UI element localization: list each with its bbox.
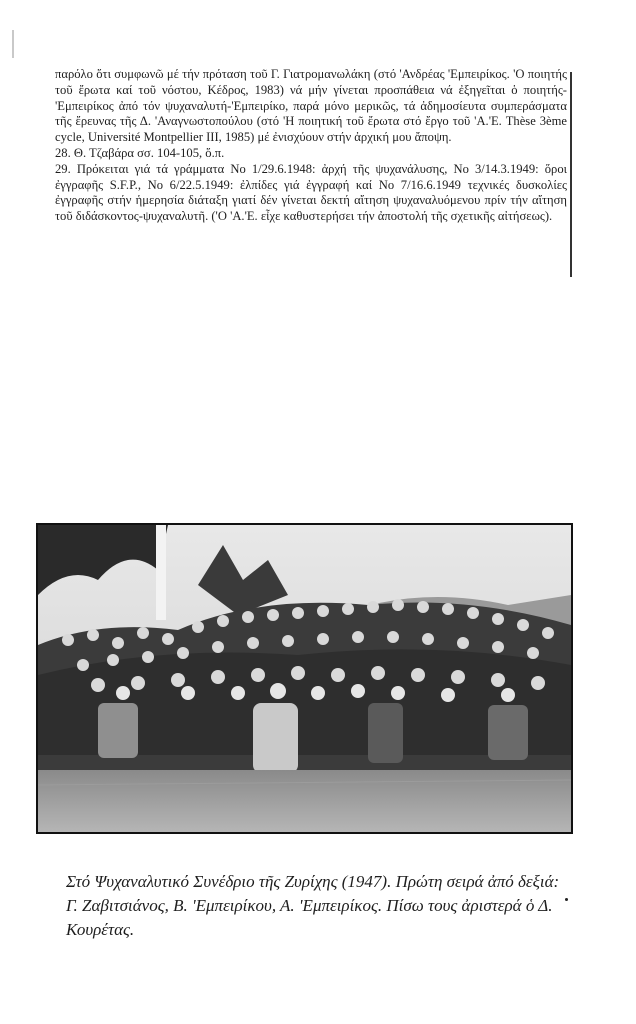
caption-text: Στό Ψυχαναλυτικό Συνέδριο τῆς Ζυρίχης (1947). Πρώτη σειρά ἀπό δεξιά: Γ. Ζαβιτσιάνος, Β. 'Εμπειρίκου, Α. 'Εμπειρίκος. Πίσω τους ἀριστερά ὁ Δ. Κουρέτας. [66, 872, 560, 939]
footnotes-block [55, 67, 567, 225]
photo-caption [66, 870, 566, 942]
footnote-28: 28. Θ. Τζαβάρα σσ. 104-105, ὅ.π. [55, 145, 225, 160]
margin-rule [570, 72, 572, 277]
group-photograph [36, 523, 573, 834]
footnote-continuation: παρόλο ὅτι συμφωνῶ μέ τήν πρόταση τοῦ Γ. Γιατρομανωλάκη (στό 'Ανδρέας 'Εμπειρίκος. 'Ο ποιητής τοῦ ἔρωτα καί τοῦ νόστου, Κέδρος, 1983) νά μήν γίνεται προσπάθεια νά ἐξηγεῖται ὁ ποιητής-'Εμπειρίκος ἀπό τόν ψυχαναλυτή-'Εμπειρίκο, παρά μόνο μερικῶς, τά ἀδημοσίευτα συμπεράσματα τῆς ἔρευνας τῆς Δ. 'Αναγνωστοπούλου (στό 'Η ποιητική τοῦ ἔρωτα στό ἔργο τοῦ 'Α.'Ε. Thèse 3ème cycle, Université Montpellier III, 1985) μέ ἐνισχύουν στήν ἀρχική μου ἄποψη. [55, 67, 567, 145]
scan-margin-mark [12, 30, 14, 58]
footnote-29: 29. Πρόκειται γιά τά γράμματα Νο 1/29.6.1948: ἀρχή τῆς ψυχανάλυσης, Νο 3/14.3.1949: ὅροι ἐγγραφῆς S.F.P., No 6/22.5.1949: ἐλπίδες γιά ἐγγραφή καί Νο 7/16.6.1949 τεχνικές δυσκολίες ἐγγραφῆς στήν ἡμερησία διάταξη γιατί δέν γίνεται δεκτή αἴτηση ψυχαναλυόμενου πρίν τήν αἴτηση τοῦ διδάσκοντος-ψυχαναλυτῆ. ('Ο 'Α.'Ε. εἶχε καθυστερήσει τήν ἀποστολή τῆς σχετικῆς αἰτήσεως). [55, 161, 567, 224]
photo-illustration [38, 525, 571, 832]
scan-speck [565, 898, 568, 901]
